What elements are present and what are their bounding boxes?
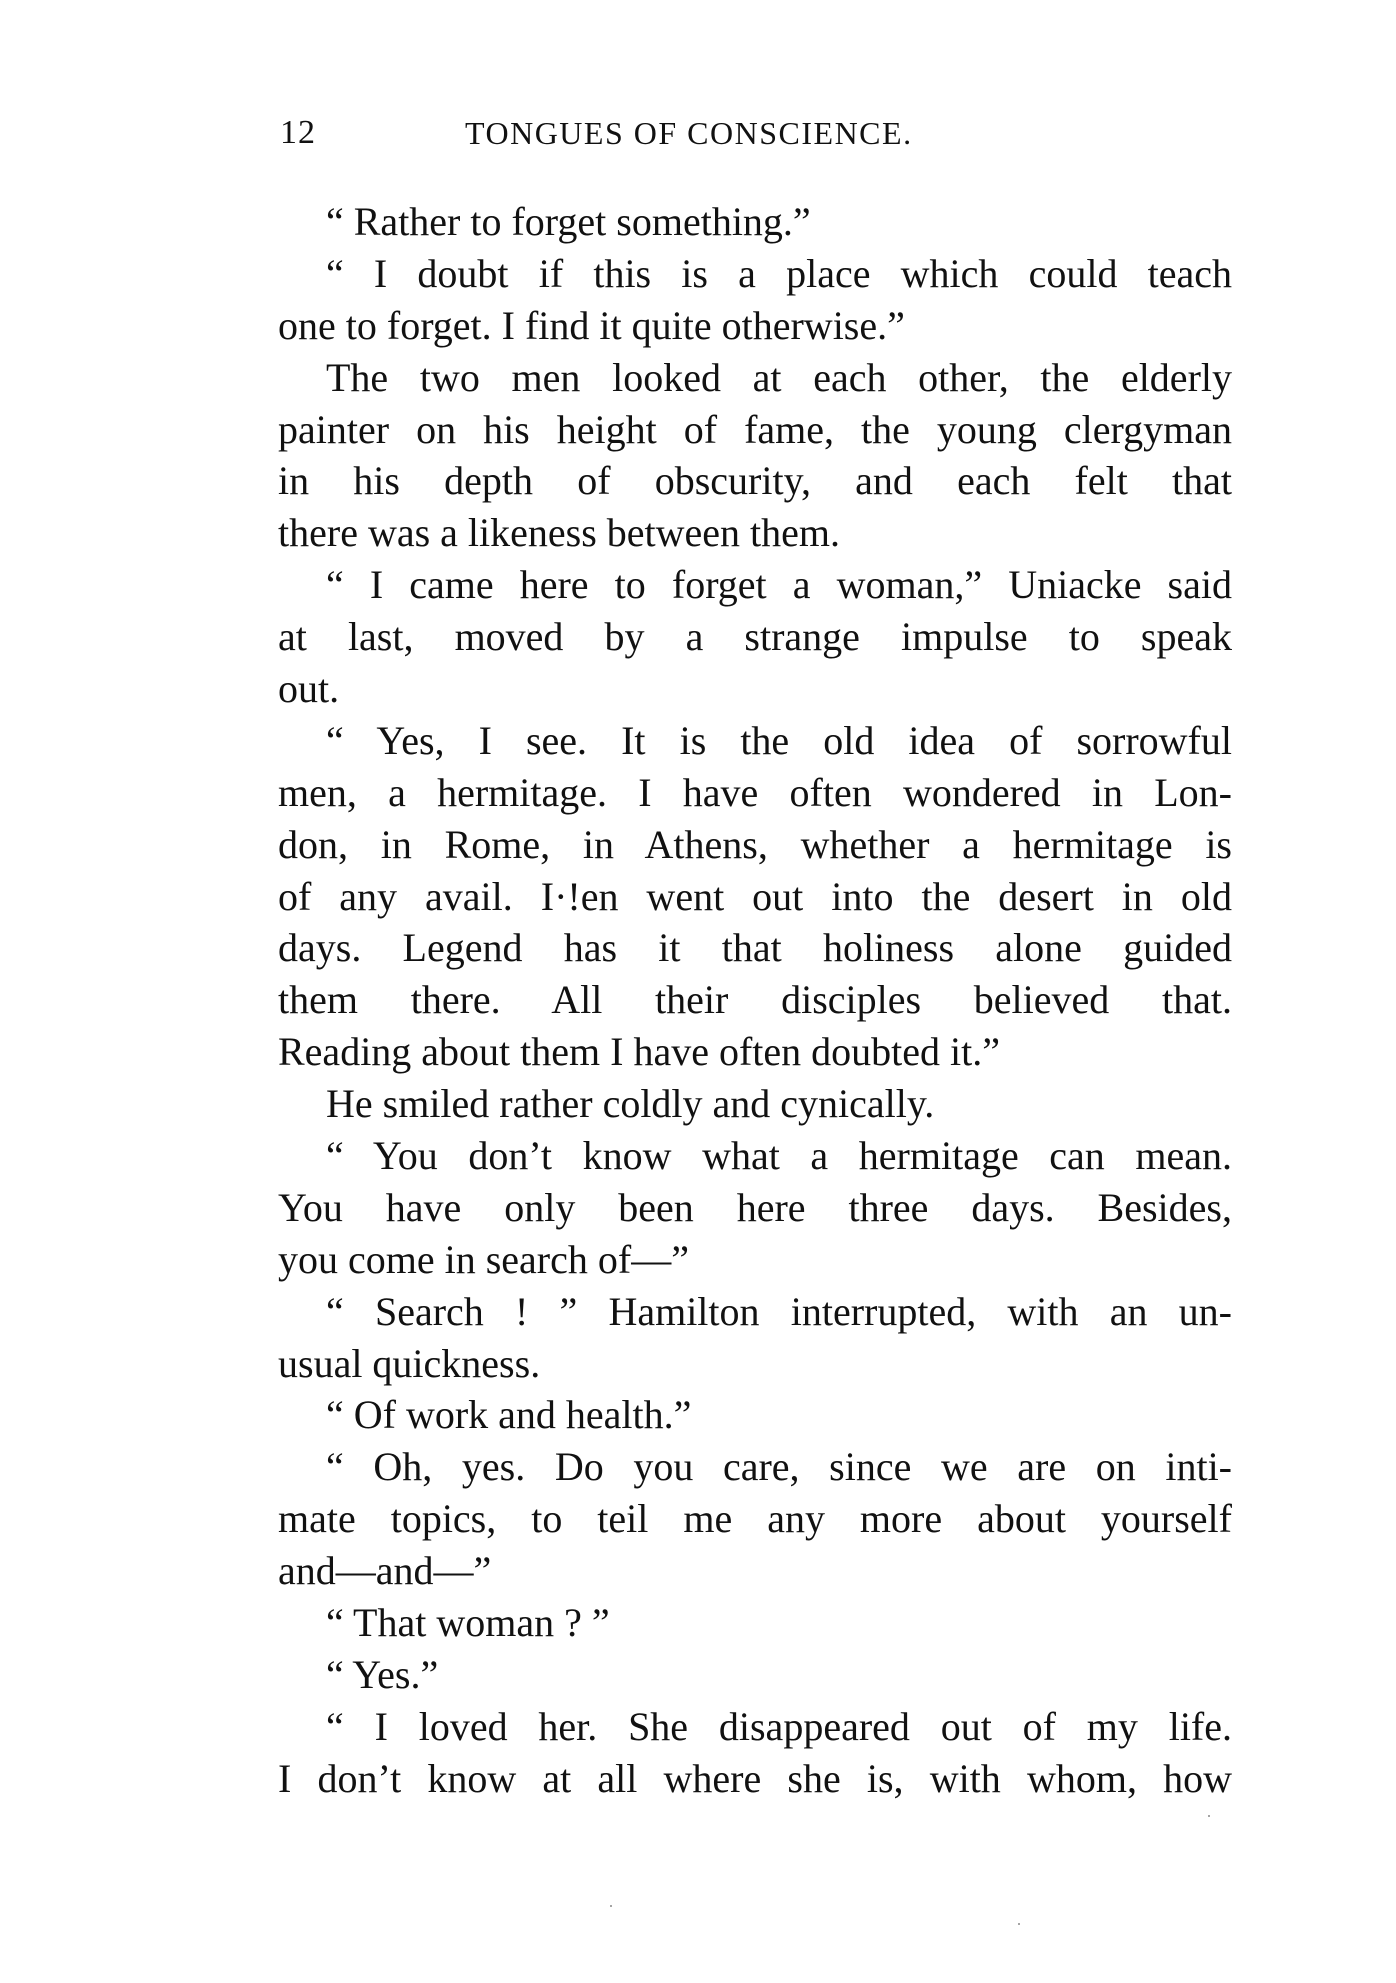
- body-text: [278, 196, 1232, 1805]
- text-line: “ Rather to forget something.”: [326, 199, 811, 244]
- text-line: “ I loved her. She disappeared out of my life.: [326, 1703, 1232, 1749]
- text-line: “ Of work and health.”: [326, 1392, 692, 1438]
- text-line: painter on his height of fame, the young clergyman: [278, 406, 1232, 452]
- paper-speck: [1018, 1923, 1020, 1925]
- text-line: You have only been here three days. Besides,: [278, 1184, 1232, 1230]
- running-title: TONGUES OF CONSCIENCE.: [465, 115, 913, 151]
- text-line: one to forget. I find it quite otherwise.”: [278, 302, 905, 348]
- text-line: usual quickness.: [278, 1340, 541, 1386]
- text-line: them there. All their disciples believed that.: [278, 977, 1232, 1023]
- text-line: there was a likeness between them.: [278, 510, 841, 556]
- text-line: “ Search ! ” Hamilton interrupted, with an un-: [326, 1288, 1232, 1334]
- text-line: Reading about them I have often doubted it.”: [278, 1029, 1001, 1075]
- text-line: “ That woman ? ”: [326, 1600, 610, 1646]
- text-line: don, in Rome, in Athens, whether a hermitage is: [278, 821, 1232, 867]
- text-line: “ You don’t know what a hermitage can mean.: [326, 1133, 1232, 1179]
- text-line: “ I came here to forget a woman,” Uniacke said: [326, 562, 1232, 608]
- text-line: mate topics, to teil me any more about yourself: [278, 1496, 1232, 1542]
- text-line: out.: [278, 666, 340, 712]
- paper-speck: [610, 1905, 612, 1907]
- text-line: “ Yes, I see. It is the old idea of sorrowful: [326, 717, 1232, 763]
- text-line: at last, moved by a strange impulse to speak: [278, 614, 1232, 660]
- text-line: of any avail. I·!en went out into the desert in old: [278, 873, 1232, 919]
- text-line: and—and—”: [278, 1548, 492, 1594]
- text-line: He smiled rather coldly and cynically.: [326, 1081, 935, 1127]
- page-header: [280, 108, 1240, 158]
- text-line: I don’t know at all where she is, with whom, how: [278, 1755, 1232, 1801]
- text-line: “ I doubt if this is a place which could teach: [326, 250, 1232, 296]
- page-number: 12: [280, 114, 316, 151]
- text-line: “ Yes.”: [326, 1651, 439, 1697]
- text-line: The two men looked at each other, the elderly: [326, 354, 1232, 400]
- paper-speck: [1208, 1815, 1210, 1817]
- text-line: “ Oh, yes. Do you care, since we are on inti-: [326, 1444, 1232, 1490]
- text-line: days. Legend has it that holiness alone guided: [278, 925, 1232, 971]
- text-line: in his depth of obscurity, and each felt that: [278, 458, 1232, 504]
- text-line: you come in search of—”: [278, 1236, 689, 1282]
- text-line: men, a hermitage. I have often wondered in Lon-: [278, 769, 1232, 815]
